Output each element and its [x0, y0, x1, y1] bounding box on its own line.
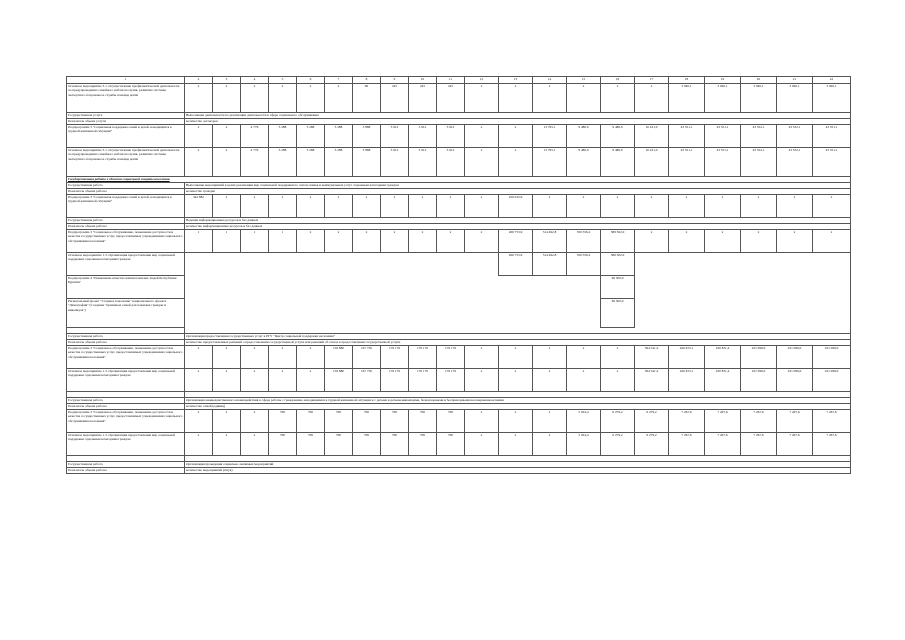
row-description: Выполнение деятельности по реализации деятельности в сфере социального обслуживания: [185, 113, 851, 119]
cell-value: 176 179: [409, 369, 437, 392]
cell-value: 430 831,4: [705, 369, 741, 392]
row-description: Организация предоставления государственных услуг в РГУ "Центр социальной поддержки населения": [185, 334, 851, 340]
cell-value: 350 556,2: [567, 230, 601, 253]
cell-value: 266 753,9: [499, 253, 533, 276]
row-label: Государственная работа: [67, 462, 185, 468]
cell-value: х: [465, 369, 499, 392]
cell-value: 43 551,1: [813, 148, 851, 177]
cell-value: 394 541,2: [635, 346, 669, 369]
cell-value: х: [777, 195, 813, 218]
table-body: [67, 77, 851, 474]
column-number-8: 8: [353, 77, 381, 84]
cell-value: х: [533, 410, 567, 433]
empty-cells: [635, 276, 851, 299]
cell-value: 167 750: [353, 369, 381, 392]
column-number-6: 6: [297, 77, 325, 84]
column-number-7: 7: [325, 77, 353, 84]
cell-value: х: [465, 195, 499, 218]
cell-value: 10 431,0: [635, 125, 669, 148]
cell-value: 700: [409, 433, 437, 456]
row-label: Основное мероприятие 3.1. Осуществление профилактической деятельности по предупреждению семейного неблагополучия, развитию системы экспертного патронажа и службы помощи детям: [67, 84, 185, 113]
row-label: Государственная услуга: [67, 113, 185, 119]
cell-value: 7 267,6: [813, 410, 851, 433]
column-number-21: 21: [777, 77, 813, 84]
cell-value: 176 179: [381, 346, 409, 369]
cell-value: х: [241, 433, 269, 456]
cell-value: 3 288: [269, 148, 297, 177]
empty-cells: [185, 299, 601, 328]
column-number-22: 22: [813, 77, 851, 84]
cell-value: х: [269, 84, 297, 113]
row-label: Показатель объема работы: [67, 340, 185, 346]
empty-cells: [185, 253, 499, 276]
row-label: Подпрограмма 4 "Повышение качества жизни пожилых людей Республики Бурятия": [67, 276, 185, 299]
cell-value: х: [269, 369, 297, 392]
cell-value: 7 267,6: [741, 433, 777, 456]
cell-value: 5 024,4: [567, 433, 601, 456]
column-number-5: 5: [269, 77, 297, 84]
cell-value: х: [499, 125, 533, 148]
cell-value: х: [409, 230, 437, 253]
cell-value: 389 302,0: [601, 230, 635, 253]
cell-value: х: [381, 230, 409, 253]
cell-value: х: [213, 410, 241, 433]
table-row: [67, 230, 851, 253]
cell-value: 69 500,0: [601, 276, 635, 299]
cell-value: 3 912: [381, 148, 409, 177]
table-row: [67, 84, 851, 113]
cell-value: х: [813, 230, 851, 253]
cell-value: 43 551,1: [669, 125, 705, 148]
cell-value: х: [465, 125, 499, 148]
row-label: Показатель объема работы: [67, 224, 185, 230]
row-label: Региональный проект "Старшее поколение" национального проекта "Демография" (Создание "приемных семей для пожилых граждан и инвалидов"): [67, 299, 185, 328]
cell-value: 314 492,8: [533, 230, 567, 253]
cell-value: 176 179: [381, 369, 409, 392]
cell-value: х: [465, 230, 499, 253]
cell-value: 342 882: [185, 195, 213, 218]
cell-value: х: [241, 369, 269, 392]
column-number-10: 10: [409, 77, 437, 84]
row-label: Основное мероприятие 1.3. Организация предоставления мер социальной поддержки отдельным категориям граждан: [67, 369, 185, 392]
cell-value: 5 024,4: [567, 410, 601, 433]
column-number-3: 3: [213, 77, 241, 84]
cell-value: 431 099,0: [741, 369, 777, 392]
cell-value: х: [269, 195, 297, 218]
cell-value: х: [635, 84, 669, 113]
cell-value: х: [567, 346, 601, 369]
cell-value: 3 940,1: [777, 84, 813, 113]
cell-value: 1: [213, 230, 241, 253]
column-number-9: 9: [381, 77, 409, 84]
cell-value: 159 880: [325, 346, 353, 369]
cell-value: 1: [185, 230, 213, 253]
cell-value: 431 099,0: [813, 346, 851, 369]
cell-value: 350 556,2: [567, 253, 601, 276]
cell-value: 159 880: [325, 369, 353, 392]
cell-value: 700: [269, 410, 297, 433]
table-row: [67, 299, 851, 328]
cell-value: х: [533, 84, 567, 113]
cell-value: 9 480,0: [567, 125, 601, 148]
cell-value: х: [669, 195, 705, 218]
cell-value: 43 552,1: [741, 125, 777, 148]
cell-value: х: [185, 410, 213, 433]
cell-value: х: [185, 346, 213, 369]
cell-value: х: [601, 195, 635, 218]
table-row: [67, 346, 851, 369]
cell-value: х: [213, 433, 241, 456]
cell-value: х: [409, 195, 437, 218]
cell-value: 245: [409, 84, 437, 113]
cell-value: х: [297, 84, 325, 113]
cell-value: 167 750: [353, 346, 381, 369]
cell-value: 700: [437, 410, 465, 433]
cell-value: 43 552,1: [777, 125, 813, 148]
row-description: Организация проведения социально-значимых мероприятий: [185, 462, 851, 468]
header-row: [67, 77, 851, 84]
cell-value: х: [567, 195, 601, 218]
cell-value: 176 179: [437, 346, 465, 369]
cell-value: 256 032,9: [499, 195, 533, 218]
cell-value: х: [241, 346, 269, 369]
cell-value: х: [213, 346, 241, 369]
cell-value: х: [499, 410, 533, 433]
cell-value: х: [297, 369, 325, 392]
cell-value: х: [567, 84, 601, 113]
cell-value: 431 099,0: [813, 369, 851, 392]
cell-value: 1: [241, 230, 269, 253]
cell-value: 700: [269, 433, 297, 456]
cell-value: 245: [437, 84, 465, 113]
cell-value: х: [567, 369, 601, 392]
cell-value: 7 267,6: [741, 410, 777, 433]
cell-value: х: [437, 195, 465, 218]
cell-value: х: [185, 84, 213, 113]
cell-value: х: [499, 148, 533, 177]
cell-value: 3 940,1: [669, 84, 705, 113]
row-label: Государственная работа: [67, 183, 185, 189]
cell-value: 3 912: [437, 148, 465, 177]
cell-value: 700: [297, 410, 325, 433]
cell-value: х: [741, 230, 777, 253]
column-number-17: 17: [635, 77, 669, 84]
cell-value: 9 480,0: [567, 148, 601, 177]
cell-value: 7 267,6: [813, 433, 851, 456]
row-description: Ведение информационных ресурсов и баз данных: [185, 218, 851, 224]
row-description: количество договоров: [185, 119, 851, 125]
cell-value: х: [185, 433, 213, 456]
cell-value: 3 288: [297, 125, 325, 148]
cell-value: х: [353, 195, 381, 218]
cell-value: 43 551,1: [813, 125, 851, 148]
cell-value: 700: [381, 433, 409, 456]
cell-value: х: [297, 346, 325, 369]
row-description: количество граждан: [185, 189, 851, 195]
cell-value: х: [325, 195, 353, 218]
table-row: [67, 148, 851, 177]
cell-value: 3 940,1: [813, 84, 851, 113]
cell-value: 3 940,1: [705, 84, 741, 113]
cell-value: 3 940,1: [741, 84, 777, 113]
cell-value: х: [635, 230, 669, 253]
cell-value: 90: [353, 84, 381, 113]
cell-value: 420 453,1: [669, 346, 705, 369]
cell-value: 3 912: [409, 125, 437, 148]
cell-value: х: [465, 410, 499, 433]
cell-value: х: [213, 369, 241, 392]
column-number-14: 14: [533, 77, 567, 84]
column-number-19: 19: [705, 77, 741, 84]
row-label: Показатель объема работы: [67, 468, 185, 474]
row-label: Государственная работа: [67, 334, 185, 340]
cell-value: х: [465, 433, 499, 456]
cell-value: х: [185, 148, 213, 177]
empty-cells: [635, 253, 851, 276]
cell-value: 4 776: [241, 148, 269, 177]
cell-value: 700: [409, 410, 437, 433]
table-row: [67, 369, 851, 392]
cell-value: х: [297, 230, 325, 253]
budget-table: [66, 76, 851, 474]
cell-value: х: [241, 410, 269, 433]
row-label: Показатель объема работы: [67, 189, 185, 195]
cell-value: х: [813, 195, 851, 218]
cell-value: 3 912: [381, 125, 409, 148]
cell-value: х: [213, 125, 241, 148]
cell-value: х: [465, 346, 499, 369]
column-number-20: 20: [741, 77, 777, 84]
cell-value: х: [741, 195, 777, 218]
cell-value: 3 912: [437, 125, 465, 148]
cell-value: 700: [353, 433, 381, 456]
cell-value: х: [297, 195, 325, 218]
cell-value: х: [185, 369, 213, 392]
empty-cells: [635, 299, 851, 328]
cell-value: х: [601, 369, 635, 392]
cell-value: х: [533, 369, 567, 392]
table-row: [67, 125, 851, 148]
row-label: Подпрограмма 3 "Социальная поддержка семей и детей, находящихся в трудной жизненной ситуации": [67, 195, 185, 218]
table-row: [67, 468, 851, 474]
cell-value: х: [533, 195, 567, 218]
cell-value: 7 267,6: [669, 433, 705, 456]
column-number-13: 13: [499, 77, 533, 84]
cell-value: 10 431,0: [635, 148, 669, 177]
row-description: Организация межведомственного взаимодействия в сфере работы с гражданами, находящимися в трудной жизненной ситуации и с детьми и детьми-инвалидами, безнадзорными и беспризорными несовершеннолетними: [185, 398, 851, 404]
cell-value: х: [465, 84, 499, 113]
row-label: Подпрограмма 3 "Социальное обслуживание, повышение доступности и качества государственных услуг, предоставляемых учреждениями социального обслуживания населения": [67, 230, 185, 253]
column-number-2: 2: [185, 77, 213, 84]
cell-value: х: [533, 433, 567, 456]
cell-value: 13 795,1: [533, 148, 567, 177]
column-number-18: 18: [669, 77, 705, 84]
column-number-16: 16: [601, 77, 635, 84]
cell-value: х: [669, 230, 705, 253]
cell-value: 4 776: [241, 125, 269, 148]
cell-value: х: [437, 230, 465, 253]
cell-value: х: [325, 84, 353, 113]
row-label: Государственная работа: [67, 398, 185, 404]
row-label: Основное мероприятие 3.1. Осуществление профилактической деятельности по предупреждению семейного неблагополучия, развитию системы экспертного патронажа и службы помощи детям: [67, 148, 185, 177]
cell-value: 6 279,2: [635, 410, 669, 433]
column-number-4: 4: [241, 77, 269, 84]
cell-value: х: [533, 346, 567, 369]
cell-value: х: [777, 230, 813, 253]
cell-value: х: [325, 230, 353, 253]
cell-value: х: [213, 148, 241, 177]
cell-value: 7 267,6: [777, 410, 813, 433]
cell-value: х: [705, 195, 741, 218]
cell-value: 700: [325, 410, 353, 433]
row-label: Подпрограмма 3 "Социальное обслуживание, повышение доступности и качества государственных услуг, предоставляемых учреждениями социального обслуживания населения": [67, 410, 185, 433]
cell-value: х: [499, 84, 533, 113]
table-row: [67, 410, 851, 433]
cell-value: х: [705, 230, 741, 253]
cell-value: 43 551,1: [705, 148, 741, 177]
cell-value: 176 179: [437, 369, 465, 392]
cell-value: 3 888: [353, 148, 381, 177]
cell-value: 431 099,0: [741, 346, 777, 369]
cell-value: 43 551,1: [669, 148, 705, 177]
cell-value: х: [213, 195, 241, 218]
cell-value: 700: [325, 433, 353, 456]
cell-value: 6 279,2: [601, 410, 635, 433]
row-label: Государственная работа: [67, 218, 185, 224]
cell-value: 9 480,0: [601, 125, 635, 148]
cell-value: 700: [353, 410, 381, 433]
cell-value: х: [465, 148, 499, 177]
cell-value: 389 302,0: [601, 253, 635, 276]
row-description: количество семей (единиц): [185, 404, 851, 410]
cell-value: 6 279,2: [635, 433, 669, 456]
column-number-15: 15: [567, 77, 601, 84]
row-description: количество предоставленных решений о предоставлении государственной услуги или решений об отказе в предоставлении государственной услуги: [185, 340, 851, 346]
cell-value: х: [381, 195, 409, 218]
cell-value: 700: [381, 410, 409, 433]
table-row: [67, 276, 851, 299]
cell-value: 431 099,0: [777, 369, 813, 392]
cell-value: 420 453,1: [669, 369, 705, 392]
cell-value: 431 099,0: [777, 346, 813, 369]
row-label: Подпрограмма 3 "Социальное обслуживание, повышение доступности и качества государственных услуг, предоставляемых учреждениями социального обслуживания населения": [67, 346, 185, 369]
cell-value: 43 552,1: [741, 148, 777, 177]
cell-value: х: [499, 346, 533, 369]
row-label: Основное мероприятие 1.3. Организация предоставления мер социальной поддержки отдельным категориям граждан: [67, 253, 185, 276]
cell-value: х: [601, 84, 635, 113]
cell-value: 3 288: [269, 125, 297, 148]
column-number-12: 12: [465, 77, 499, 84]
row-label: Основное мероприятие 1.3. Организация предоставления мер социальной поддержки отдельным категориям граждан: [67, 433, 185, 456]
cell-value: 3 888: [353, 125, 381, 148]
cell-value: х: [353, 230, 381, 253]
cell-value: х: [213, 84, 241, 113]
cell-value: 314 492,8: [533, 253, 567, 276]
cell-value: 6 279,2: [601, 433, 635, 456]
row-label: Подпрограмма 3 "Социальная поддержка семей и детей, находящихся в трудной жизненной ситуации": [67, 125, 185, 148]
column-number-1: 1: [67, 77, 185, 84]
column-number-11: 11: [437, 77, 465, 84]
table-row: [67, 433, 851, 456]
cell-value: 7 267,6: [777, 433, 813, 456]
cell-value: х: [499, 369, 533, 392]
row-label: Показатель объема работы: [67, 404, 185, 410]
row-description: количество информационных ресурсов и баз данных: [185, 224, 851, 230]
cell-value: 266 753,9: [499, 230, 533, 253]
cell-value: 7 267,6: [669, 410, 705, 433]
row-description: количество мероприятий (штук): [185, 468, 851, 474]
empty-cells: [185, 276, 601, 299]
cell-value: х: [241, 195, 269, 218]
cell-value: х: [241, 84, 269, 113]
cell-value: 7 267,6: [705, 433, 741, 456]
cell-value: 43 552,1: [777, 148, 813, 177]
cell-value: 3 288: [325, 148, 353, 177]
cell-value: 3 288: [325, 125, 353, 148]
cell-value: 9 480,0: [601, 148, 635, 177]
cell-value: х: [601, 346, 635, 369]
cell-value: 13 795,1: [533, 125, 567, 148]
table-row: [67, 253, 851, 276]
cell-value: х: [635, 195, 669, 218]
cell-value: 43 551,1: [705, 125, 741, 148]
cell-value: х: [499, 433, 533, 456]
cell-value: 69 500,0: [601, 299, 635, 328]
cell-value: 700: [297, 433, 325, 456]
cell-value: 1: [269, 230, 297, 253]
section-heading: Государственная работа в области социальной защиты населения: [67, 177, 851, 183]
row-label: Показатель объема услуги: [67, 119, 185, 125]
cell-value: 394 541,2: [635, 369, 669, 392]
cell-value: 430 831,4: [705, 346, 741, 369]
cell-value: 176 179: [409, 346, 437, 369]
table-row: [67, 195, 851, 218]
cell-value: 3 288: [297, 148, 325, 177]
row-description: Выполнение мероприятий в целях реализации мер социальной поддержки по оплате жилья и коммунальных услуг отдельным категориям граждан: [185, 183, 851, 189]
cell-value: 245: [381, 84, 409, 113]
cell-value: 700: [437, 433, 465, 456]
cell-value: 7 267,6: [705, 410, 741, 433]
cell-value: 3 912: [409, 148, 437, 177]
cell-value: х: [269, 346, 297, 369]
cell-value: х: [185, 125, 213, 148]
